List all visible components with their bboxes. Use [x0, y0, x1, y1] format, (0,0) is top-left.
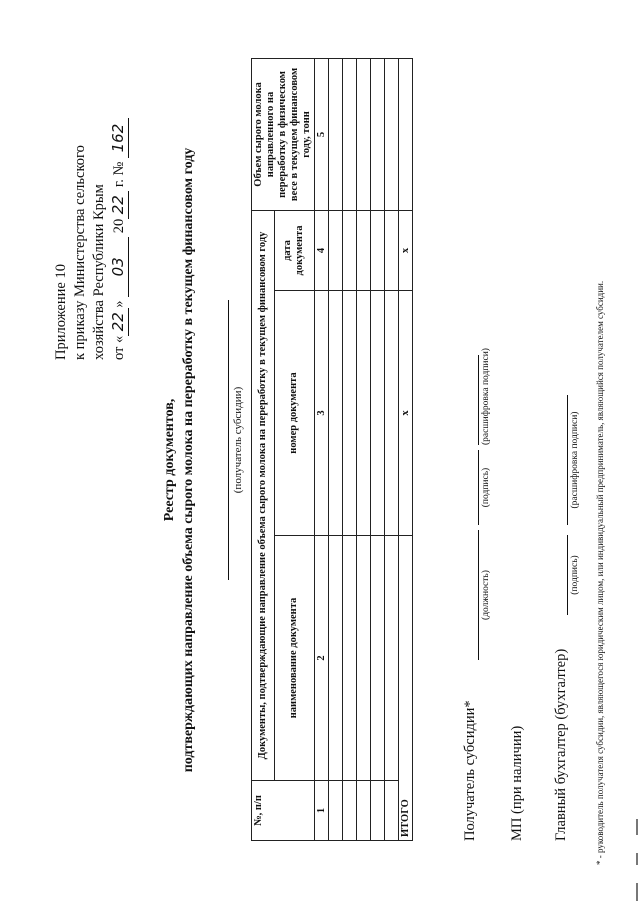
- recipient-caption: (получатель субсидии): [232, 386, 244, 494]
- table-row: [371, 58, 385, 840]
- recipient-label: Получатель субсидии*: [462, 700, 478, 841]
- appendix-date-line: от «22» 03 2022 г. № 162: [109, 30, 129, 360]
- recipient-signature-line: [478, 450, 479, 525]
- total-number-cell: х: [399, 291, 413, 536]
- table-row: [329, 58, 343, 840]
- appendix-line-1: Приложение 10: [53, 264, 69, 360]
- index-cell: 5: [315, 58, 329, 210]
- recipient-position-line: [478, 530, 479, 660]
- registry-table: [251, 58, 413, 841]
- header-doc-name: наименование документа: [274, 536, 315, 781]
- table-index-row: [315, 58, 329, 840]
- appendix-line-2: к приказу Министерства сельского: [72, 145, 88, 360]
- header-docs-group: Документы, подтверждающие направление объема сырого молока на переработку в текущем финансовом году: [252, 210, 275, 780]
- table-row: [343, 58, 357, 840]
- recipient-signature-caption: (подпись): [481, 467, 491, 508]
- stamp-label: МП (при наличии): [509, 725, 525, 841]
- scan-mark: [636, 883, 638, 901]
- accountant-name-caption: (расшифровка подписи): [570, 411, 580, 509]
- footnote: * - руководитель получателя субсидии, являющегося юридическим лицом, или индивидуальный предприниматель, являющийся получателем субсидии.: [595, 280, 605, 865]
- index-cell: 1: [315, 781, 329, 841]
- accountant-name-line: [567, 395, 568, 525]
- index-cell: 2: [315, 536, 329, 781]
- recipient-position-caption: (должность): [481, 570, 491, 620]
- header-num: №, п/п: [252, 781, 315, 841]
- header-doc-number: номер документа: [274, 291, 315, 536]
- date-month: 03: [109, 237, 129, 297]
- accountant-signature-caption: (подпись): [570, 555, 580, 595]
- recipient-name-line: [478, 355, 479, 445]
- appendix-line-3: хозяйства Республики Крым: [91, 184, 107, 360]
- scan-mark: [636, 819, 638, 835]
- order-number: 162: [109, 118, 129, 158]
- title-line-1: Реестр документов,: [162, 398, 177, 522]
- date-year: 22: [109, 191, 129, 219]
- index-cell: 4: [315, 210, 329, 290]
- index-cell: 3: [315, 291, 329, 536]
- recipient-name-caption: (расшифровка подписи): [481, 348, 491, 445]
- title-line-2: подтверждающих направление объема сырого молока на переработку в текущем финансовом году: [181, 147, 196, 773]
- date-day: 22: [109, 308, 129, 336]
- total-date-cell: х: [399, 210, 413, 290]
- table-row: [357, 58, 371, 840]
- table-total-row: [399, 58, 413, 840]
- header-doc-date: дата документа: [274, 210, 315, 290]
- accountant-label: Главный бухгалтер (бухгалтер): [553, 648, 569, 841]
- appendix-header: [52, 30, 129, 360]
- total-volume-cell: [399, 58, 413, 210]
- table-header-row-1: [252, 58, 275, 840]
- table-row: [385, 58, 399, 840]
- total-label: ИТОГО: [399, 536, 413, 841]
- recipient-underline: [228, 300, 229, 580]
- page-title: [160, 110, 198, 810]
- scan-mark: [636, 853, 638, 865]
- accountant-signature-line: [567, 535, 568, 615]
- header-volume: Объем сырого молока направленного на переработку в физическом весе в текущем финансовом году, тонн: [252, 58, 315, 210]
